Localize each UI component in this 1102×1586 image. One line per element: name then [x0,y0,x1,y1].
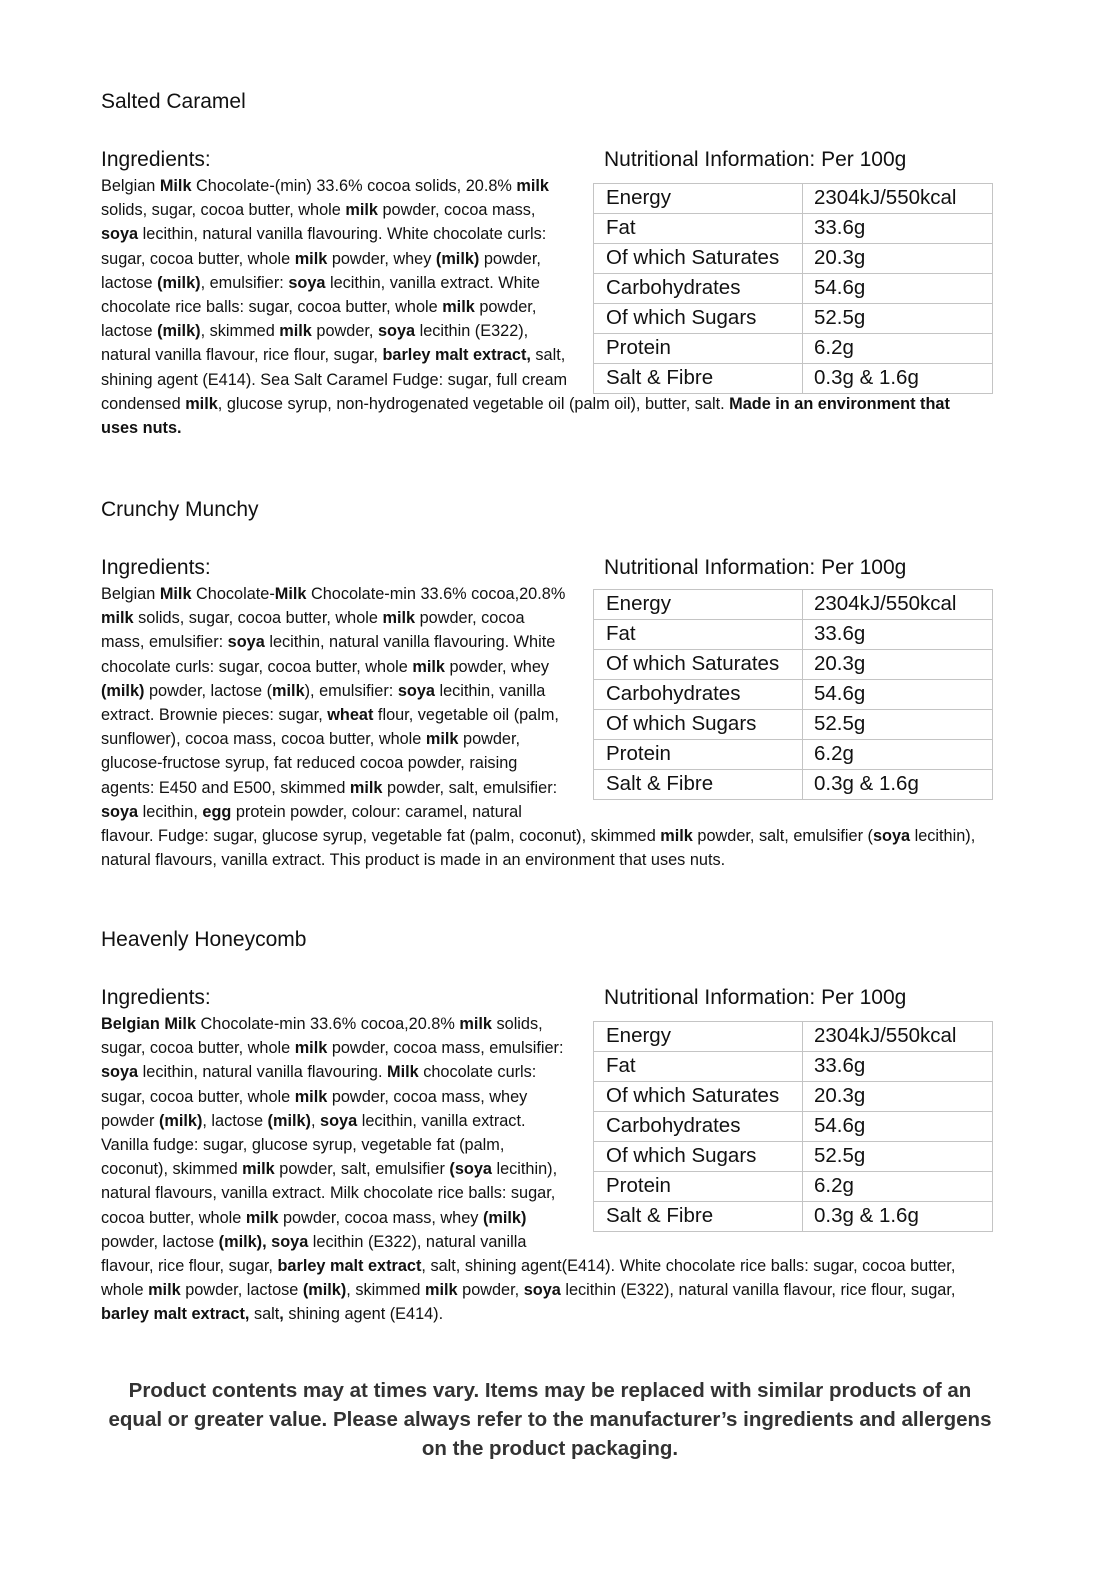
nutrient-label: Protein [594,740,803,770]
ingredient-text: powder, lactose [101,1232,219,1251]
ingredient-text: powder, lactose [180,1281,303,1300]
nutrition-row [594,1112,993,1142]
ingredients-heading: Ingredients: [101,556,211,579]
ingredient-text: ), emulsifier: [304,681,398,700]
allergen-text: Milk [159,585,192,603]
allergen-text: milk [459,1015,492,1033]
nutrient-value: 0.3g & 1.6g [803,364,993,394]
ingredient-text: powder, cocoa mass, emulsifier: [101,609,525,652]
ingredient-text: , lactose [202,1111,268,1130]
ingredient-text: lecithin, vanilla extract. White chocolate rice balls: sugar, cocoa butter, whole [101,273,540,317]
allergen-text: soya [101,1063,139,1082]
nutrient-value: 2304kJ/550kcal [803,184,993,214]
ingredient-text: powder, [457,1281,524,1300]
allergen-text: milk [382,609,416,628]
allergen-text: soya [320,1111,358,1130]
nutrition-row [594,274,993,304]
nutrition-heading: Nutritional Information: Per 100g [604,986,907,1009]
nutrient-value: 20.3g [803,650,993,680]
ingredient-text: lecithin, natural vanilla flavouring. [138,1063,388,1082]
nutrition-row [594,1052,993,1082]
allergen-text: Belgian Milk [101,1015,196,1033]
allergen-text: (milk) [435,249,480,268]
ingredient-text: solids, sugar, cocoa butter, whole [101,1015,543,1058]
nutrient-label: Energy [594,1022,803,1052]
product-name: Salted Caramel [101,90,246,113]
nutrition-row [594,710,993,740]
nutrient-label: Fat [594,214,803,244]
nutrition-heading: Nutritional Information: Per 100g [604,148,907,171]
allergen-text: milk [349,778,383,797]
nutrient-label: Of which Saturates [594,244,803,274]
nutrient-label: Salt & Fibre [594,364,803,394]
nutrient-label: Energy [594,184,803,214]
allergen-text: (milk) [157,322,201,341]
allergen-text: barley malt extract, [101,1305,250,1324]
ingredient-text: lecithin, natural vanilla flavouring. White chocolate curls: sugar, cocoa butter, whole [101,633,556,676]
nutrition-row [594,1082,993,1112]
ingredient-text: , salt, shining agent(E414). White chocolate rice balls: sugar, cocoa butter, whole [101,1257,956,1300]
product-name: Heavenly Honeycomb [101,928,307,951]
ingredient-text: shining agent (E414). [283,1305,444,1324]
nutrition-row [594,184,993,214]
allergen-text: milk [242,1160,275,1179]
allergen-text: Milk [387,1063,419,1082]
nutrition-table [593,183,993,394]
allergen-text: barley malt extract, [382,346,531,365]
ingredient-text: powder, cocoa mass, emulsifier: [327,1039,564,1058]
nutrient-value: 54.6g [803,680,993,710]
nutrient-value: 52.5g [803,1142,993,1172]
ingredient-text: , glucose syrup, non-hydrogenated vegetable oil (palm oil), butter, salt. [217,394,730,413]
nutrient-label: Carbohydrates [594,274,803,304]
ingredient-text: powder, lactose [101,249,541,292]
nutrient-label: Of which Sugars [594,1142,803,1172]
nutrition-row [594,1142,993,1172]
allergen-text: soya [227,633,265,652]
nutrition-table [593,1021,993,1232]
allergen-text: wheat [327,706,374,725]
nutrient-value: 6.2g [803,334,993,364]
ingredient-text: chocolate curls: sugar, cocoa butter, whole [101,1063,537,1106]
product-name: Crunchy Munchy [101,498,259,521]
ingredient-text: powder, salt, emulsifier [274,1160,450,1179]
allergen-text: milk [442,298,475,317]
nutrient-label: Protein [594,1172,803,1202]
allergen-text: milk [294,1087,328,1106]
allergen-text: milk [272,681,305,700]
nutrition-row [594,214,993,244]
nutrient-label: Of which Saturates [594,1082,803,1112]
allergen-text: milk [425,1281,458,1300]
allergen-text: Milk [159,177,192,195]
nutrient-value: 33.6g [803,620,993,650]
nutrition-row [594,650,993,680]
nutrition-row [594,334,993,364]
nutrient-value: 33.6g [803,1052,993,1082]
nutrition-row [594,304,993,334]
ingredient-text: lecithin, vanilla extract. Brownie pieces: sugar, [101,681,546,725]
nutrient-label: Fat [594,1052,803,1082]
allergen-text: milk [425,730,459,749]
nutrient-value: 0.3g & 1.6g [803,1202,993,1232]
ingredient-text: protein powder, colour: caramel, natural flavour. Fudge: sugar, glucose syrup, vegetable fat (palm, coconut), skimmed [101,802,661,846]
nutrient-label: Of which Sugars [594,710,803,740]
nutrient-label: Fat [594,620,803,650]
nutrition-row [594,1202,993,1232]
allergen-text: egg [202,802,232,821]
allergen-text: soya [101,802,139,821]
ingredient-text: solids, sugar, cocoa butter, whole [101,201,346,220]
ingredient-text: Belgian [101,585,160,603]
allergen-text: milk [185,394,218,413]
nutrient-value: 20.3g [803,244,993,274]
nutrient-value: 20.3g [803,1082,993,1112]
ingredient-text: lecithin (E322), natural vanilla flavour, rice flour, sugar, [560,1281,956,1300]
ingredient-text: , skimmed [200,322,280,341]
ingredient-text: powder, cocoa mass, whey [278,1208,483,1227]
allergen-text: milk [294,1039,328,1058]
nutrient-label: Of which Saturates [594,650,803,680]
ingredient-text: lecithin, [138,802,203,821]
ingredient-text: lecithin, vanilla extract. Vanilla fudge: sugar, glucose syrup, vegetable fat (palm, coconut), skimmed [101,1111,526,1179]
ingredient-text: lecithin), natural flavours, vanilla extract. This product is made in an environment that uses nuts. [101,827,976,870]
disclaimer: Product contents may at times vary. Items may be replaced with similar products of an equal or greater value. Please always refer to the manufacturer’s ingredients and allergens on the product packaging. [108,1379,992,1460]
allergen-text: (soya [449,1160,492,1179]
nutrient-value: 52.5g [803,710,993,740]
ingredient-text: Chocolate-min 33.6% cocoa,20.8% [196,1015,460,1033]
nutrient-label: Of which Sugars [594,304,803,334]
ingredient-text: powder, cocoa mass, whey powder [101,1087,528,1130]
nutrition-table [593,589,993,800]
nutrient-value: 0.3g & 1.6g [803,770,993,800]
allergen-text: milk [345,201,378,220]
allergen-text: milk [101,609,134,628]
allergen-text: milk [294,249,328,268]
nutrition-row [594,244,993,274]
nutrition-row [594,1172,993,1202]
allergen-text: milk [412,657,445,676]
nutrition-heading: Nutritional Information: Per 100g [604,556,907,579]
nutrient-label: Protein [594,334,803,364]
ingredient-text: powder, whey [444,657,550,676]
nutrient-label: Salt & Fibre [594,770,803,800]
nutrient-value: 6.2g [803,1172,993,1202]
nutrition-row [594,590,993,620]
ingredient-text: powder, glucose-fructose syrup, fat reduced cocoa powder, raising agents: E450 and E500, skimmed [101,730,521,797]
allergen-text: (milk) [267,1111,311,1130]
ingredient-text: salt [249,1305,280,1324]
nutrient-value: 54.6g [803,274,993,304]
ingredient-text: powder, lactose ( [144,681,273,700]
nutrition-row [594,680,993,710]
allergen-text: soya [523,1281,561,1300]
allergen-text: , [279,1305,284,1324]
allergen-text: (milk), soya [218,1232,309,1251]
nutrient-value: 6.2g [803,740,993,770]
allergen-text: soya [872,827,911,846]
allergen-text: barley malt extract [277,1257,422,1276]
ingredient-text: powder, [311,322,378,341]
nutrition-row [594,1022,993,1052]
nutrient-label: Carbohydrates [594,1112,803,1142]
nutrient-value: 33.6g [803,214,993,244]
ingredient-text: Belgian [101,177,160,195]
nutrition-row [594,770,993,800]
ingredient-text: powder, salt, emulsifier ( [692,827,873,846]
nutrient-label: Salt & Fibre [594,1202,803,1232]
allergen-text: (milk) [302,1281,347,1300]
ingredient-text: Chocolate-(min) 33.6% cocoa solids, 20.8% [191,177,517,195]
ingredient-text: lecithin (E322), natural vanilla flavour, rice flour, sugar, [101,1232,527,1276]
nutrient-label: Carbohydrates [594,680,803,710]
allergen-text: (milk) [101,681,145,700]
ingredients-heading: Ingredients: [101,986,211,1009]
allergen-text: (milk) [482,1208,527,1227]
nutrition-row [594,364,993,394]
ingredient-text: solids, sugar, cocoa butter, whole [133,609,383,628]
nutrient-value: 52.5g [803,304,993,334]
nutrient-value: 2304kJ/550kcal [803,1022,993,1052]
ingredient-text: powder, whey [327,249,436,268]
ingredient-text: lecithin (E322), natural vanilla flavour, rice flour, sugar, [101,322,529,365]
ingredient-text: , skimmed [346,1281,426,1300]
allergen-text: soya [377,322,416,341]
allergen-text: milk [279,322,312,341]
ingredients-heading: Ingredients: [101,148,211,171]
allergen-text: milk [245,1208,279,1227]
ingredient-text: lecithin), natural flavours, vanilla extract. Milk chocolate rice balls: sugar, cocoa butter, whole [101,1160,558,1227]
allergen-text: (milk) [158,1111,203,1130]
ingredient-text: , [310,1111,321,1130]
allergen-text: (milk) [157,273,201,292]
allergen-text: soya [288,273,326,292]
nutrition-row [594,740,993,770]
allergen-text: Milk [274,585,307,603]
nutrient-value: 2304kJ/550kcal [803,590,993,620]
nutrient-value: 54.6g [803,1112,993,1142]
allergen-text: milk [660,827,693,846]
ingredient-text: flour, vegetable oil (palm, sunflower), cocoa mass, cocoa butter, whole [101,706,559,749]
ingredient-text: , emulsifier: [200,273,289,292]
ingredient-text: lecithin, natural vanilla flavouring. White chocolate curls: sugar, cocoa butter, whole [101,225,547,268]
nutrient-label: Energy [594,590,803,620]
allergen-text: milk [148,1281,181,1300]
nutrition-row [594,620,993,650]
allergen-text: Made in an environment that uses nuts. [101,394,950,438]
allergen-text: soya [101,225,139,244]
ingredient-text: salt, shining agent (E414). Sea Salt Caramel Fudge: sugar, full cream condensed [101,346,568,413]
ingredient-text: Chocolate- [191,585,275,603]
ingredient-text: powder, lactose [101,298,537,341]
ingredient-text: powder, cocoa mass, [377,201,536,220]
allergen-text: milk [516,177,549,195]
allergen-text: soya [397,681,435,700]
ingredient-text: powder, salt, emulsifier: [382,778,558,797]
ingredient-text: Chocolate-min 33.6% cocoa,20.8% [306,585,566,603]
